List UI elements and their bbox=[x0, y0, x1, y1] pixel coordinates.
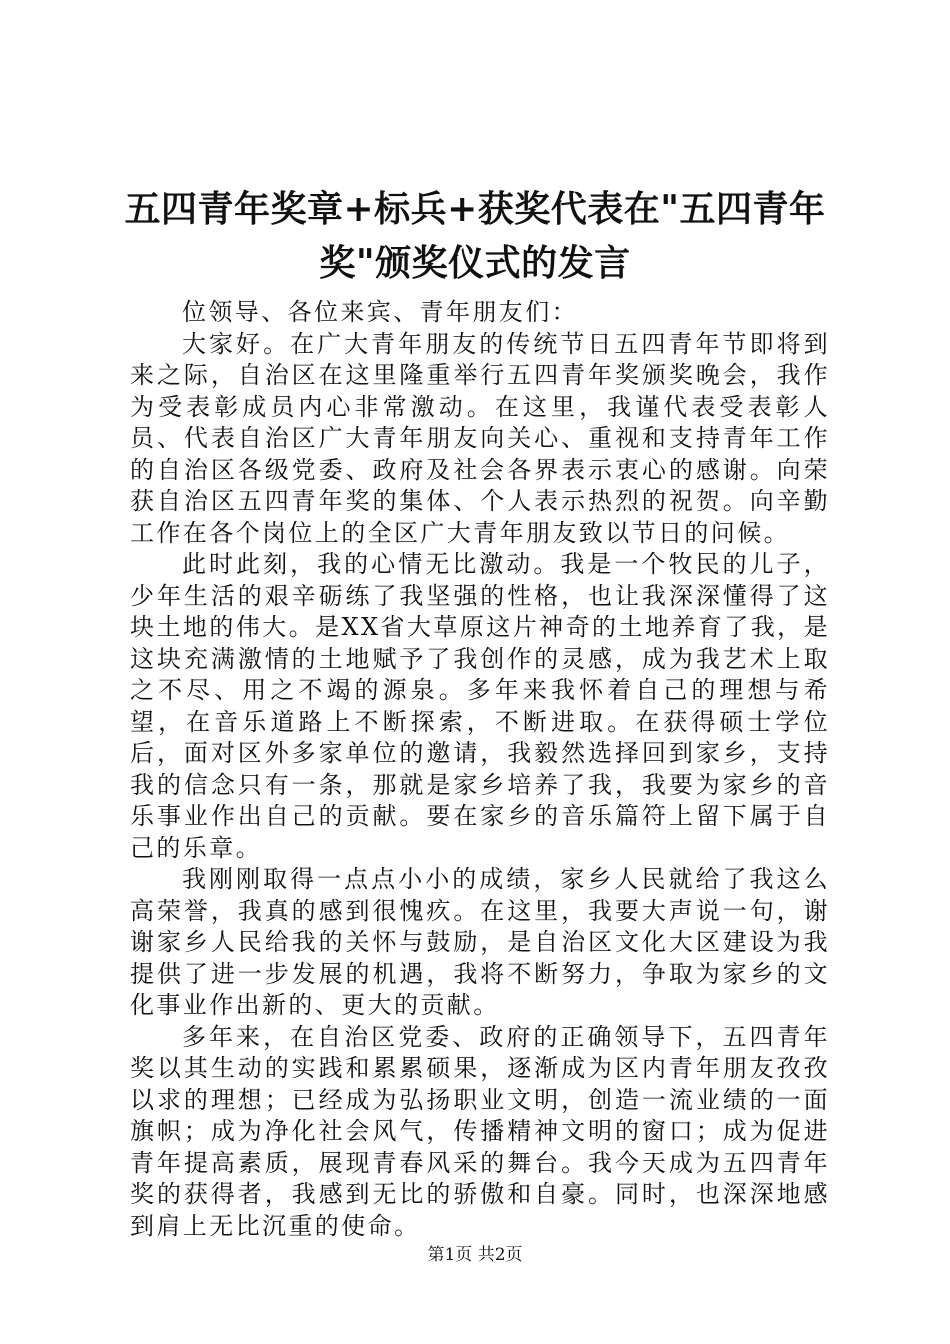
salutation-paragraph: 位领导、各位来宾、青年朋友们： bbox=[182, 298, 578, 326]
body-paragraph: 大家好。在广大青年朋友的传统节日五四青年节即将到来之际，自治区在这里隆重举行五四青年奖颁奖晚会，我作为受表彰成员内心非常激动。在这里，我谨代表受表彰人员、代表自治区广大青年朋友向关心、重视和支持青年工作的自治区各级党委、政府及社会各界表示衷心的感谢。向荣获自治区五四青年奖的集体、个人表示热烈的祝贺。向辛勤工作在各个岗位上的全区广大青年朋友致以节日的问候。 bbox=[130, 329, 830, 547]
page-footer: 第1页 共2页 bbox=[427, 1245, 523, 1265]
body-paragraph: 此时此刻，我的心情无比激动。我是一个牧民的儿子，少年生活的艰辛砺练了我坚强的性格，也让我深深懂得了这块土地的伟大。是XX省大草原这片神奇的土地养育了我，是这块充满激情的土地赋予了我创作的灵感，成为我艺术上取之不尽、用之不竭的源泉。多年来我怀着自己的理想与希望，在音乐道路上不断探索，不断进取。在获得硕士学位后，面对区外多家单位的邀请，我毅然选择回到家乡，支持我的信念只有一条，那就是家乡培养了我，我要为家乡的音乐事业作出自己的贡献。要在家乡的音乐篇符上留下属于自己的乐章。 bbox=[130, 550, 830, 862]
document-title: 五四青年奖章+标兵+获奖代表在"五四青年奖"颁奖仪式的发言 bbox=[124, 188, 826, 285]
body-paragraph: 多年来，在自治区党委、政府的正确领导下，五四青年奖以其生动的实践和累累硕果，逐渐成为区内青年朋友孜孜以求的理想；已经成为弘扬职业文明，创造一流业绩的一面旗帜；成为净化社会风气，传播精神文明的窗口；成为促进青年提高素质，展现青春风采的舞台。我今天成为五四青年奖的获得者，我感到无比的骄傲和自豪。同时，也深深地感到肩上无比沉重的使命。 bbox=[130, 1022, 830, 1240]
body-paragraph: 我刚刚取得一点点小小的成绩，家乡人民就给了我这么高荣誉，我真的感到很愧疚。在这里，我要大声说一句，谢谢家乡人民给我的关怀与鼓励，是自治区文化大区建设为我提供了进一步发展的机遇，我将不断努力，争取为家乡的文化事业作出新的、更大的贡献。 bbox=[130, 865, 830, 1019]
document-body bbox=[130, 297, 830, 1242]
